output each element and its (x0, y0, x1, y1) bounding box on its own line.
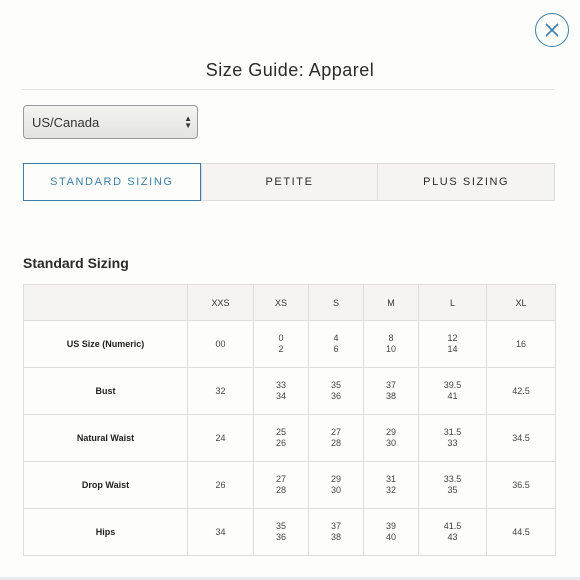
size-table (23, 284, 556, 556)
cell-value: 36 (330, 391, 341, 401)
cell-value: 36 (275, 532, 286, 542)
column-header: M (364, 285, 419, 321)
cell-value: 41 (447, 391, 458, 401)
cell-value: 29 (330, 474, 341, 484)
cell-value: 31 (385, 474, 396, 484)
column-header: XL (487, 285, 556, 321)
table-cell (188, 415, 254, 462)
column-header (24, 285, 188, 321)
select-arrows-icon: ▲ ▼ (184, 114, 192, 130)
page-title: Size Guide: Apparel (205, 60, 375, 80)
cell-value: 37 (330, 521, 341, 531)
title-divider (22, 89, 554, 90)
region-select[interactable] (23, 105, 198, 139)
cell-value: 33.5 (443, 474, 462, 484)
cell-value: 25 (275, 427, 286, 437)
cell-value: 37 (385, 380, 396, 390)
table-cell (309, 509, 364, 556)
table-cell (419, 509, 487, 556)
table-cell (254, 368, 309, 415)
table-cell (309, 462, 364, 509)
row-label: Hips (24, 509, 188, 556)
table-cell (419, 321, 487, 368)
cell-value: 32 (215, 385, 226, 396)
cell-value: 34 (275, 391, 286, 401)
cell-value: 26 (275, 438, 286, 448)
table-cell (309, 321, 364, 368)
cell-value: 38 (330, 532, 341, 542)
table-cell (487, 462, 556, 509)
column-header: XXS (188, 285, 254, 321)
table-cell (364, 462, 419, 509)
tab-plus-sizing[interactable]: PLUS SIZING (377, 164, 554, 200)
table-cell (188, 509, 254, 556)
table-cell (419, 415, 487, 462)
table-cell (309, 368, 364, 415)
cell-value: 28 (275, 485, 286, 495)
cell-value: 39.5 (443, 380, 462, 390)
column-header: S (309, 285, 364, 321)
cell-value: 4 (333, 333, 339, 343)
cell-value: 38 (385, 391, 396, 401)
row-label: Drop Waist (24, 462, 188, 509)
cell-value: 14 (447, 344, 458, 354)
cell-value: 31.5 (443, 427, 462, 437)
row-label: US Size (Numeric) (24, 321, 188, 368)
column-header: XS (254, 285, 309, 321)
sizing-tabs (23, 163, 555, 201)
table-cell (188, 321, 254, 368)
cell-value: 28 (330, 438, 341, 448)
table-row (24, 462, 556, 509)
cell-value: 00 (215, 338, 226, 349)
cell-value: 30 (330, 485, 341, 495)
tab-standard-sizing[interactable]: STANDARD SIZING (23, 163, 201, 201)
cell-value: 6 (333, 344, 339, 354)
table-cell (487, 368, 556, 415)
table-cell (254, 415, 309, 462)
cell-value: 36.5 (512, 479, 530, 490)
row-label: Bust (24, 368, 188, 415)
cell-value: 29 (385, 427, 396, 437)
cell-value: 27 (275, 474, 286, 484)
table-cell (254, 321, 309, 368)
cell-value: 24 (215, 432, 226, 443)
table-cell (419, 462, 487, 509)
tab-petite[interactable]: PETITE (201, 164, 378, 200)
table-cell (364, 509, 419, 556)
cell-value: 10 (385, 344, 396, 354)
cell-value: 35 (447, 485, 458, 495)
table-cell (487, 321, 556, 368)
table-row (24, 509, 556, 556)
column-header: L (419, 285, 487, 321)
table-header-row (24, 285, 556, 321)
cell-value: 26 (215, 479, 226, 490)
table-cell (487, 509, 556, 556)
table-cell (487, 415, 556, 462)
table-row (24, 321, 556, 368)
close-button[interactable] (535, 13, 569, 47)
cell-value: 33 (447, 438, 458, 448)
cell-value: 44.5 (512, 526, 530, 537)
row-label: Natural Waist (24, 415, 188, 462)
section-heading: Standard Sizing (23, 255, 129, 271)
table-row (24, 368, 556, 415)
cell-value: 8 (388, 333, 394, 343)
table-cell (188, 462, 254, 509)
cell-value: 43 (447, 532, 458, 542)
table-cell (364, 368, 419, 415)
cell-value: 34 (215, 526, 226, 537)
region-select-value: US/Canada (32, 114, 100, 130)
table-cell (309, 415, 364, 462)
close-icon (544, 22, 560, 38)
cell-value: 35 (330, 380, 341, 390)
cell-value: 32 (385, 485, 396, 495)
cell-value: 33 (275, 380, 286, 390)
table-row (24, 415, 556, 462)
cell-value: 39 (385, 521, 396, 531)
cell-value: 12 (447, 333, 458, 343)
table-cell (254, 462, 309, 509)
table-cell (188, 368, 254, 415)
cell-value: 34.5 (512, 432, 530, 443)
table-cell (419, 368, 487, 415)
cell-value: 16 (515, 338, 526, 349)
table-cell (254, 509, 309, 556)
cell-value: 30 (385, 438, 396, 448)
table-cell (364, 321, 419, 368)
cell-value: 42.5 (512, 385, 530, 396)
table-cell (364, 415, 419, 462)
cell-value: 0 (278, 333, 284, 343)
cell-value: 2 (278, 344, 284, 354)
cell-value: 40 (385, 532, 396, 542)
cell-value: 27 (330, 427, 341, 437)
cell-value: 35 (275, 521, 286, 531)
cell-value: 41.5 (443, 521, 462, 531)
